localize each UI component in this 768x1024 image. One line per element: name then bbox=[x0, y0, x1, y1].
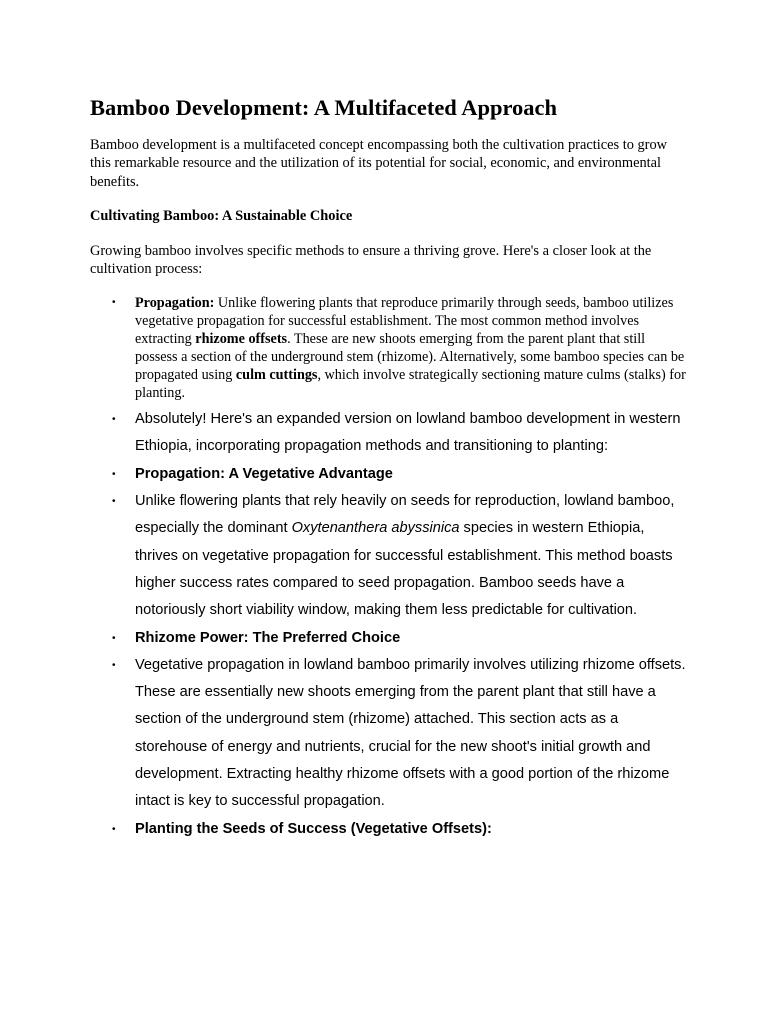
culm-cuttings-term: culm cuttings bbox=[235, 367, 318, 383]
list-item-heading-rhizome bbox=[90, 625, 686, 652]
bullet-icon: • bbox=[112, 296, 116, 308]
cultivation-list bbox=[90, 294, 686, 403]
bullet-icon: • bbox=[112, 823, 116, 835]
list-item-propagation bbox=[90, 294, 686, 403]
list-item-heading-planting bbox=[90, 816, 686, 843]
propagation-text-3: , which involve strategically sectioning mature culms (stalks) for planting. bbox=[135, 367, 686, 402]
rhizome-offsets-term: rhizome offsets bbox=[195, 330, 288, 347]
list-item-vegetative bbox=[90, 652, 686, 816]
bullet-icon: • bbox=[112, 659, 116, 671]
list-item-heading-vegetative bbox=[90, 461, 686, 488]
bullet-icon: • bbox=[112, 496, 116, 508]
propagation-text-1: Unlike flowering plants that reproduce primarily through seeds, bamboo utilizes vegetative propagation for successful establishment. The most common method involves extracting bbox=[135, 294, 674, 347]
unlike-text-2: species in western Ethiopia, thrives on vegetative propagation for successful establishment. This method boasts higher success rates compared to seed propagation. Bamboo seeds have a notoriously short viability window, making them less predictable for cultivation. bbox=[135, 520, 673, 619]
bullet-icon: • bbox=[112, 468, 116, 480]
propagation-text-2: . These are new shoots emerging from the parent plant that still possess a section of the underground stem (rhizome). Alternatively, some bamboo species can be propagated using bbox=[135, 330, 685, 383]
list-item-absolutely bbox=[90, 406, 686, 461]
propagation-label: Propagation: bbox=[135, 294, 215, 311]
list-item-unlike bbox=[90, 488, 686, 624]
unlike-text-1: Unlike flowering plants that rely heavily on seeds for reproduction, lowland bamboo, especially the dominant bbox=[135, 493, 675, 537]
vegetative-advantage-heading: Propagation: A Vegetative Advantage bbox=[135, 465, 393, 482]
species-name: Oxytenanthera abyssinica bbox=[291, 520, 460, 537]
vegetative-text: Vegetative propagation in lowland bamboo primarily involves utilizing rhizome offsets. These are essentially new shoots emerging from the parent plant that still have a section of the underground stem (rhizome) attached. This section acts as a storehouse of energy and nutrients, crucial for the new shoot's initial growth and development. Extracting healthy rhizome offsets with a good portion of the rhizome intact is key to successful propagation. bbox=[135, 656, 686, 810]
bullet-icon: • bbox=[112, 414, 116, 426]
section-lead-paragraph: Growing bamboo involves specific methods to ensure a thriving grove. Here's a closer look at the cultivation process: bbox=[90, 243, 652, 278]
planting-heading: Planting the Seeds of Success (Vegetative Offsets): bbox=[135, 820, 492, 837]
bullet-icon: • bbox=[112, 632, 116, 644]
absolutely-text: Absolutely! Here's an expanded version on lowland bamboo development in western Ethiopia, incorporating propagation methods and transitioning to planting: bbox=[135, 411, 681, 455]
intro-paragraph: Bamboo development is a multifaceted concept encompassing both the cultivation practices to grow this remarkable resource and the utilization of its potential for social, economic, and environmental benefits. bbox=[90, 137, 668, 190]
lowland-bamboo-list bbox=[90, 406, 686, 843]
document-page bbox=[90, 94, 686, 843]
section-heading: Cultivating Bamboo: A Sustainable Choice bbox=[90, 208, 353, 225]
rhizome-power-heading: Rhizome Power: The Preferred Choice bbox=[135, 629, 401, 646]
document-title: Bamboo Development: A Multifaceted Approach bbox=[90, 95, 558, 120]
